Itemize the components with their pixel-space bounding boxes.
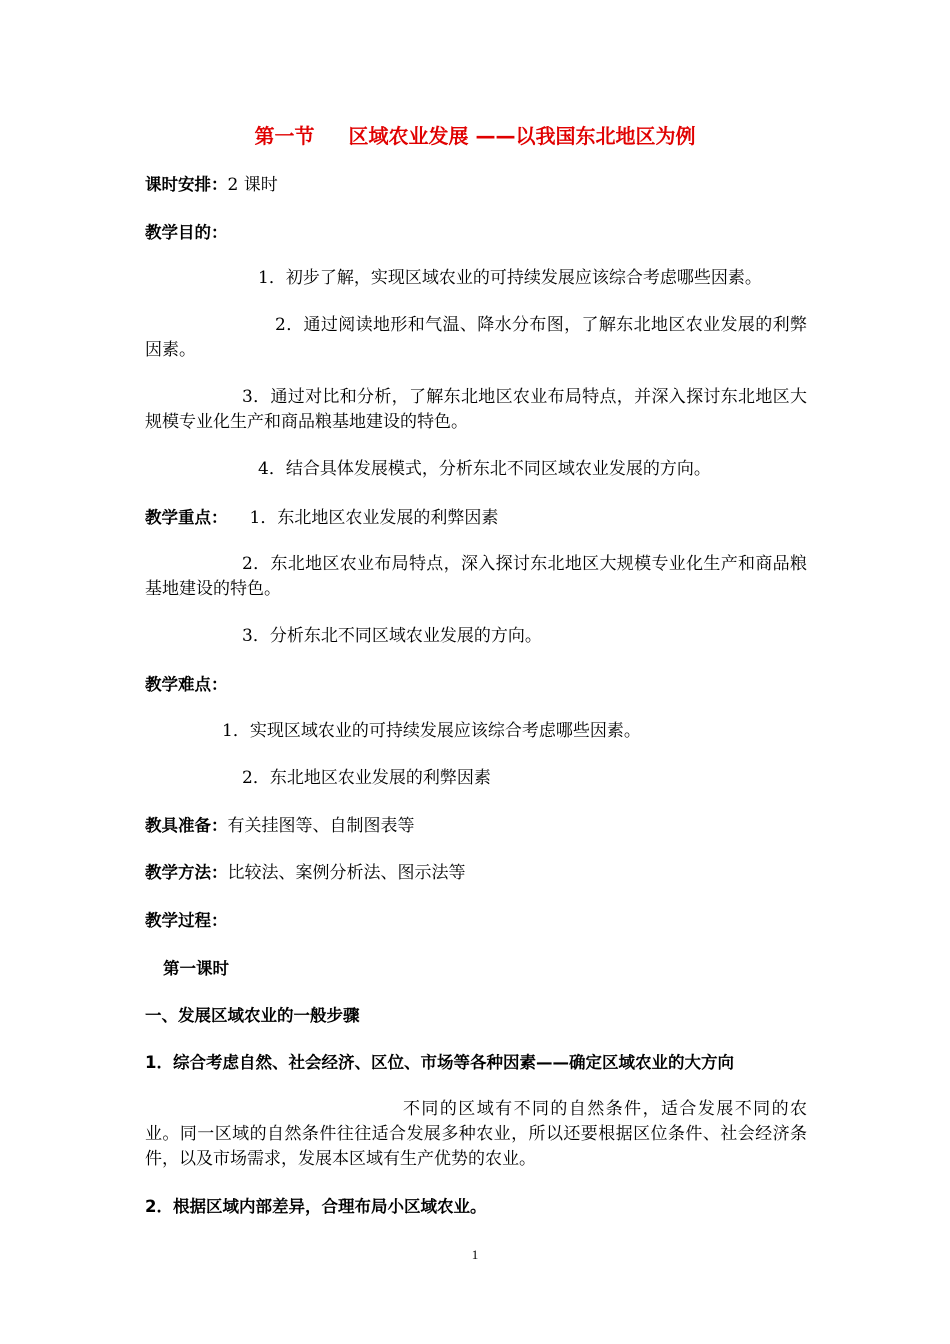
step-2-heading: 2．根据区域内部差异，合理布局小区域农业。 [145, 1197, 487, 1216]
step-1-paragraph: 不同的区域有不同的自然条件，适合发展不同的农业。同一区域的自然条件往往适合发展多种农业，所以还要根据区位条件、社会经济条件，以及市场需求，发展本区域有生产优势的农业。 [145, 1099, 807, 1169]
objective-item-4: 4．结合具体发展模式，分析东北不同区域农业发展的方向。 [258, 459, 711, 479]
schedule-value: 2 课时 [227, 175, 278, 195]
key-point-item-3: 3．分析东北不同区域农业发展的方向。 [242, 626, 542, 646]
document-title [0, 122, 950, 150]
objective-item-3: 3．通过对比和分析，了解东北地区农业布局特点，并深入探讨东北地区大规模专业化生产和商品粮基地建设的特色。 [145, 387, 807, 432]
schedule-label: 课时安排： [145, 175, 228, 194]
objectives-label: 教学目的： [145, 223, 228, 242]
title-section-number: 第一节 [254, 124, 315, 148]
difficult-points-label: 教学难点： [145, 675, 228, 694]
key-points-label: 教学重点： [145, 508, 228, 527]
methods-label: 教学方法： [145, 863, 228, 882]
step-1-heading: 1．综合考虑自然、社会经济、区位、市场等各种因素——确定区域农业的大方向 [145, 1053, 734, 1072]
title-text: 区域农业发展 ——以我国东北地区为例 [348, 124, 696, 148]
methods-value: 比较法、案例分析法、图示法等 [227, 863, 466, 883]
page-number: 1 [471, 1247, 479, 1262]
tools-label: 教具准备： [145, 816, 228, 835]
methods-line [145, 860, 807, 886]
objective-item-1: 1．初步了解，实现区域农业的可持续发展应该综合考虑哪些因素。 [258, 268, 762, 288]
difficult-point-item-2: 2．东北地区农业发展的利弊因素 [242, 768, 491, 788]
key-point-item-1: 1．东北地区农业发展的利弊因素 [249, 508, 499, 528]
key-points-line [145, 505, 807, 531]
objective-item-2: 2．通过阅读地形和气温、降水分布图，了解东北地区农业发展的利弊因素。 [145, 315, 807, 360]
section-heading: 一、发展区域农业的一般步骤 [145, 1006, 360, 1025]
tools-value: 有关挂图等、自制图表等 [227, 816, 415, 836]
process-label: 教学过程： [145, 911, 228, 930]
difficult-point-item-1: 1．实现区域农业的可持续发展应该综合考虑哪些因素。 [222, 721, 641, 741]
lesson-heading: 第一课时 [163, 959, 229, 978]
key-point-item-2: 2．东北地区农业布局特点，深入探讨东北地区大规模专业化生产和商品粮基地建设的特色。 [145, 554, 807, 599]
tools-line [145, 813, 807, 839]
schedule-line [145, 172, 807, 198]
